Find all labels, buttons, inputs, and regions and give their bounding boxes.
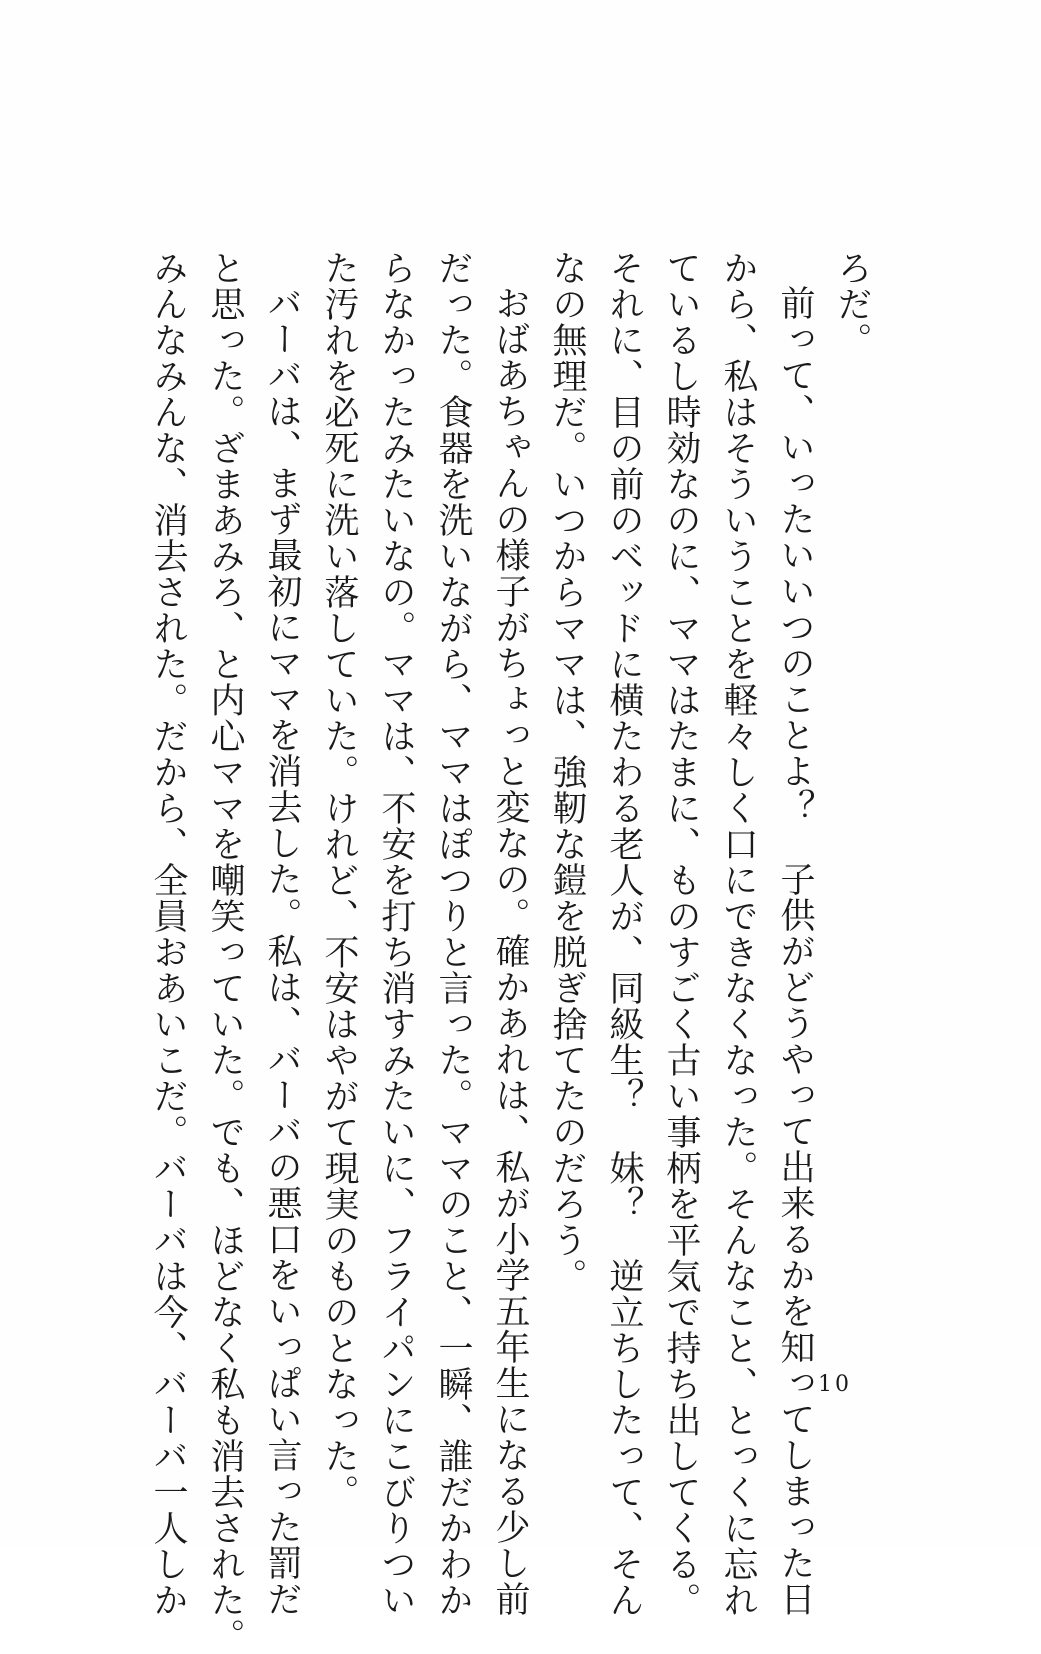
text-line: バーバは、まず最初にママを消去した。私は、バーバの悪口をいっぱい言った罰だ bbox=[262, 285, 302, 1617]
text-line: 前って、いったいいつのことよ？ 子供がどうやって出来るかを知ってしまった日 bbox=[775, 285, 815, 1617]
text-line: それに、目の前のベッドに横たわる老人が、同級生？ 妹？ 逆立ちしたって、そん bbox=[604, 250, 644, 1618]
text-line: ているし時効なのに、ママはたまに、ものすごく古い事柄を平気で持ち出してくる。 bbox=[661, 250, 701, 1618]
text-line: らなかったみたいなの。ママは、不安を打ち消すみたいに、フライパンにこびりつい bbox=[376, 250, 416, 1618]
text-line: だった。食器を洗いながら、ママはぽつりと言った。ママのこと、一瞬、誰だかわか bbox=[433, 250, 473, 1618]
text-line: ろだ。 bbox=[832, 250, 872, 358]
text-line: から、私はそういうことを軽々しく口にできなくなった。そんなこと、とっくに忘れ bbox=[718, 250, 758, 1618]
text-line: みんなみんな、消去された。だから、全員おあいこだ。バーバは今、バーバ一人しか bbox=[148, 250, 188, 1618]
page-number: 10 bbox=[818, 1372, 852, 1397]
text-line: と思った。ざまあみろ、と内心ママを嘲笑っていた。でも、ほどなく私も消去された。 bbox=[205, 250, 245, 1654]
text-line: た汚れを必死に洗い落していた。けれど、不安はやがて現実のものとなった。 bbox=[319, 250, 359, 1510]
text-line: なの無理だ。いつからママは、強靭な鎧を脱ぎ捨てたのだろう。 bbox=[547, 250, 587, 1294]
text-line: おばあちゃんの様子がちょっと変なの。確かあれは、私が小学五年生になる少し前 bbox=[490, 285, 530, 1617]
